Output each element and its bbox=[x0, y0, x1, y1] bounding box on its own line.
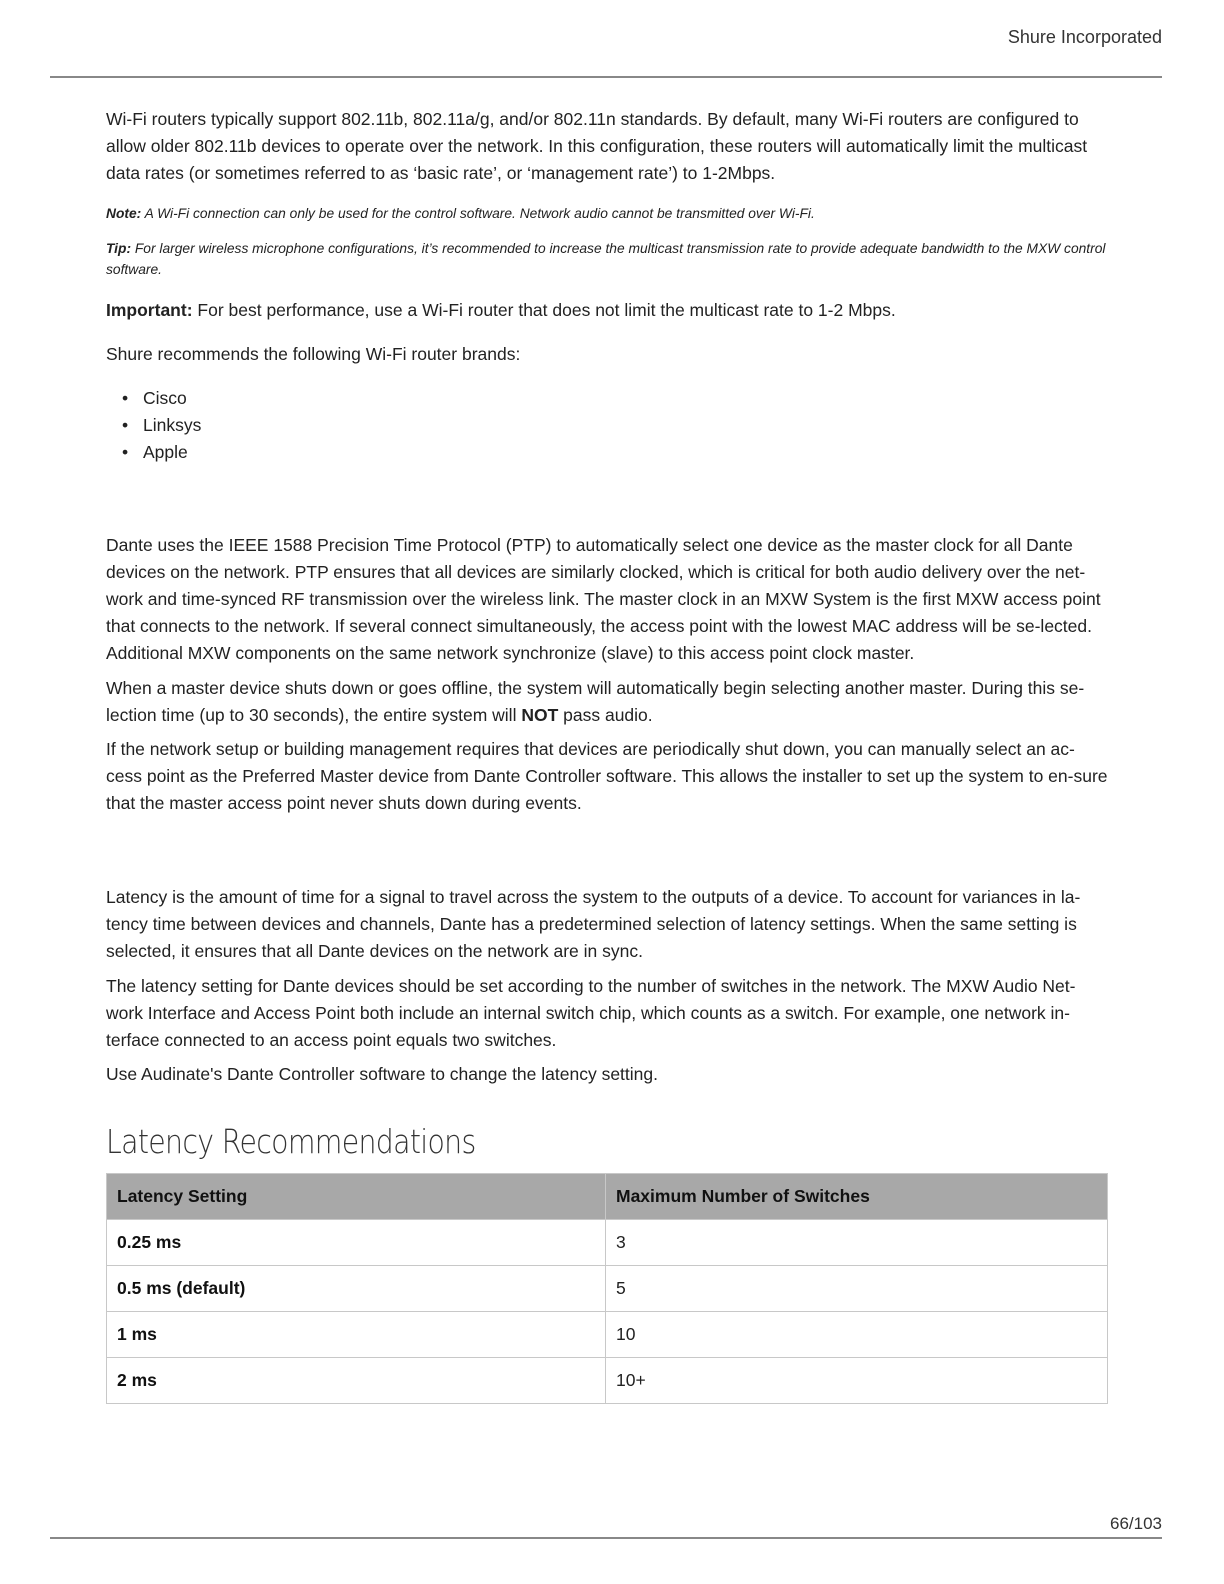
important bbox=[106, 297, 1108, 324]
clock-p2-after: pass audio. bbox=[558, 705, 653, 725]
important-text: For best performance, use a Wi-Fi router that does not limit the multicast rate to 1-2 Mbps. bbox=[192, 300, 896, 320]
bullet: • bbox=[122, 442, 129, 462]
brands-list bbox=[106, 385, 1108, 466]
latency-paragraph-2: The latency setting for Dante devices should be set according to the number of switches in the network. The MXW Audio Net-work Interface and Access Point both include an internal switch chip, which counts as a switch. For example, one network in-terface connected to an access point equals two switches. bbox=[106, 976, 1076, 1050]
list-item bbox=[106, 439, 1108, 466]
latency-paragraph-3: Use Audinate's Dante Controller software to change the latency setting. bbox=[106, 1064, 658, 1084]
latency-paragraph-1: Latency is the amount of time for a signal to travel across the system to the outputs of a device. To account for variances in la-tency time between devices and channels, Dante has a predetermined selection of latency settings. When the same setting is selected, it ensures that all Dante devices on the network are in sync. bbox=[106, 887, 1081, 961]
tip-text: For larger wireless microphone configurations, it’s recommended to increase the multicast transmission rate to provide adequate bandwidth to the MXW control software. bbox=[106, 241, 1106, 277]
table-row bbox=[107, 1266, 1108, 1312]
column-header: Latency Setting bbox=[107, 1174, 606, 1220]
page-number: 66/103 bbox=[1110, 1514, 1162, 1533]
brand-name: Cisco bbox=[143, 388, 187, 408]
latency-table bbox=[106, 1173, 1108, 1404]
important-label: Important: bbox=[106, 300, 193, 320]
clock-paragraph-1: Dante uses the IEEE 1588 Precision Time Protocol (PTP) to automatically select one device as the master clock for all Dante devices on the network. PTP ensures that all devices are similarly clocked, which is critical for both audio delivery over the net-work and time-synced RF transmission over the wireless link. The master clock in an MXW System is the first MXW access point that connects to the network. If several connect simultaneously, the access point with the lowest MAC address will be se-lected. Additional MXW components on the same network synchronize (slave) to this access point clock master. bbox=[106, 535, 1101, 663]
brand-name: Linksys bbox=[143, 415, 202, 435]
list-item bbox=[106, 412, 1108, 439]
bullet: • bbox=[122, 388, 129, 408]
table-row bbox=[107, 1358, 1108, 1404]
brand-name: Apple bbox=[143, 442, 188, 462]
footer-divider bbox=[50, 1537, 1162, 1539]
clock-paragraph-3: If the network setup or building management requires that devices are periodically shut down, you can manually select an ac-cess point as the Preferred Master device from Dante Controller software. This allows the installer to set up the system to en-sure that the master access point never shuts down during events. bbox=[106, 739, 1108, 813]
clock-p2-before: When a master device shuts down or goes offline, the system will automatically begin selecting another master. During this se-lection time (up to 30 seconds), the entire system will bbox=[106, 678, 1085, 725]
latency-setting-cell: 1 ms bbox=[107, 1312, 606, 1358]
column-header: Maximum Number of Switches bbox=[606, 1174, 1108, 1220]
header-company: Shure Incorporated bbox=[1007, 27, 1162, 47]
note bbox=[106, 203, 1108, 224]
note-text: A Wi-Fi connection can only be used for the control software. Network audio cannot be transmitted over Wi-Fi. bbox=[141, 206, 815, 221]
tip-label: Tip: bbox=[106, 241, 132, 256]
wifi-paragraph: Wi-Fi routers typically support 802.11b, 802.11a/g, and/or 802.11n standards. By default, many Wi-Fi routers are configured to allow older 802.11b devices to operate over the network. In this configuration, these routers will automatically limit the multicast data rates (or sometimes referred to as ‘basic rate’, or ‘management rate’) to 1-2Mbps. bbox=[106, 109, 1088, 183]
latency-setting-cell: 0.25 ms bbox=[107, 1220, 606, 1266]
section-heading: Latency Recommendations bbox=[106, 1122, 476, 1161]
max-switches-cell: 3 bbox=[606, 1220, 1108, 1266]
max-switches-cell: 10 bbox=[606, 1312, 1108, 1358]
max-switches-cell: 10+ bbox=[606, 1358, 1108, 1404]
header-divider bbox=[50, 76, 1162, 78]
tip bbox=[106, 238, 1108, 280]
max-switches-cell: 5 bbox=[606, 1266, 1108, 1312]
latency-setting-cell: 2 ms bbox=[107, 1358, 606, 1404]
clock-p2-bold: NOT bbox=[521, 705, 559, 725]
clock-paragraph-2 bbox=[106, 675, 1108, 729]
brands-intro: Shure recommends the following Wi-Fi router brands: bbox=[106, 344, 521, 364]
bullet: • bbox=[122, 415, 129, 435]
note-label: Note: bbox=[106, 206, 142, 221]
table-row bbox=[107, 1312, 1108, 1358]
table-row bbox=[107, 1220, 1108, 1266]
list-item bbox=[106, 385, 1108, 412]
latency-setting-cell: 0.5 ms (default) bbox=[107, 1266, 606, 1312]
page-content bbox=[106, 106, 1108, 1404]
table-header-row bbox=[107, 1174, 1108, 1220]
